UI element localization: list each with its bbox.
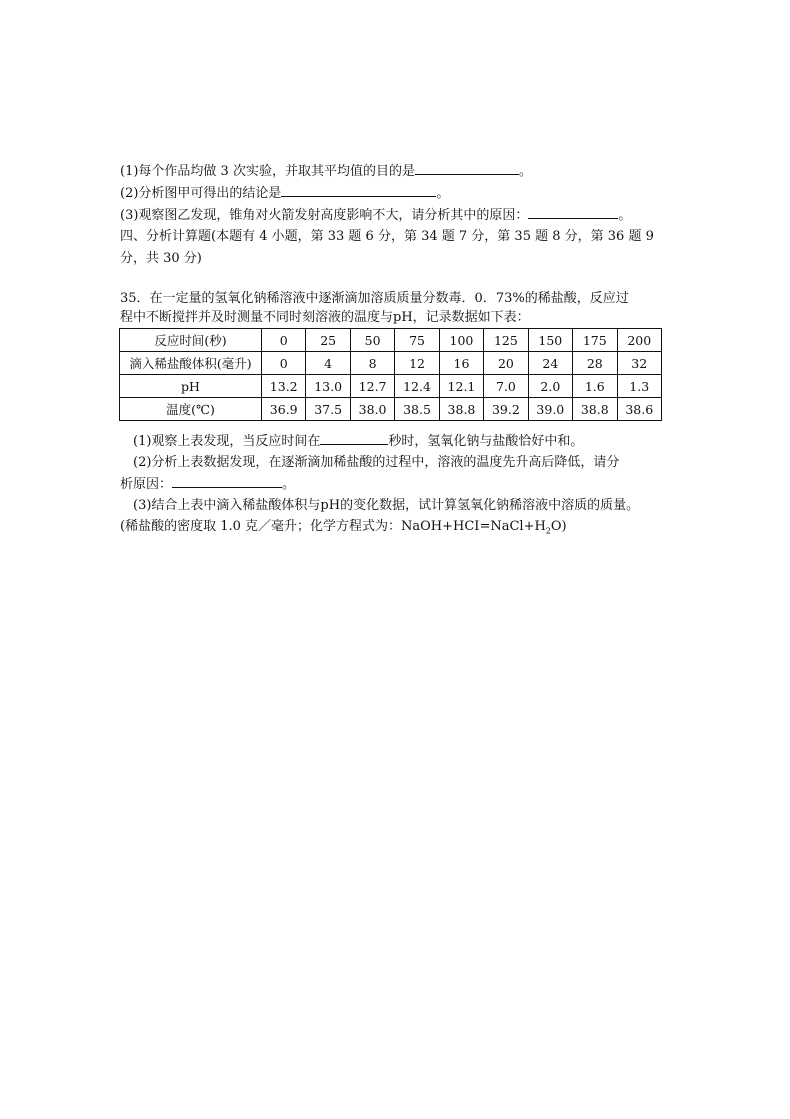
table-cell: 12 <box>395 352 439 375</box>
answer-blank-2[interactable] <box>281 184 436 197</box>
answer-blank-time[interactable] <box>320 432 388 445</box>
table-cell: 24 <box>528 352 572 375</box>
q35-sub1: (1)观察上表发现，当反应时间在 秒时，氢氧化钠与盐酸恰好中和。 <box>133 434 584 449</box>
question-line-3: (3)观察图乙发现，锥角对火箭发射高度影响不大，请分析其中的原因： 。 <box>120 208 632 223</box>
table-cell: 1.3 <box>617 375 662 398</box>
table-cell: 4 <box>306 352 350 375</box>
table-cell: 125 <box>484 329 528 352</box>
table-row <box>120 352 662 375</box>
question-1-text: (1)每个作品均做 3 次实验，并取其平均值的目的是 <box>120 164 415 179</box>
q35-sub2-line-1: (2)分析上表数据发现，在逐渐滴加稀盐酸的过程中，溶液的温度先升高后降低，请分 <box>133 455 620 470</box>
table-cell: 12.1 <box>439 375 483 398</box>
row-label: 温度(℃) <box>120 398 262 421</box>
question-2-text: (2)分析图甲可得出的结论是 <box>120 186 282 201</box>
table-cell: 38.8 <box>573 398 617 421</box>
table-cell: 12.7 <box>350 375 394 398</box>
table-cell: 12.4 <box>395 375 439 398</box>
table-cell: 175 <box>573 329 617 352</box>
question-3-text: (3)观察图乙发现，锥角对火箭发射高度影响不大，请分析其中的原因： <box>120 208 529 223</box>
table-cell: 38.0 <box>350 398 394 421</box>
table-row <box>120 329 662 352</box>
table-cell: 36.9 <box>262 398 306 421</box>
table-cell: 20 <box>484 352 528 375</box>
table-cell: 16 <box>439 352 483 375</box>
table-cell: 37.5 <box>306 398 350 421</box>
q35-intro-line-2: 程中不断搅拌并及时测量不同时刻溶液的温度与pH，记录数据如下表： <box>120 310 530 325</box>
q35-note: (稀盐酸的密度取 1.0 克／毫升；化学方程式为：$NaOH+HCI=NaCl+H_2O$) <box>120 519 567 536</box>
table-cell: 0 <box>262 329 306 352</box>
table-row <box>120 375 662 398</box>
table-cell: 7.0 <box>484 375 528 398</box>
table-cell: 38.8 <box>439 398 483 421</box>
table-row <box>120 398 662 421</box>
table-cell: 100 <box>439 329 483 352</box>
question-line-1: (1)每个作品均做 3 次实验，并取其平均值的目的是 。 <box>120 164 532 179</box>
question-line-2: (2)分析图甲可得出的结论是 。 <box>120 186 450 201</box>
table-cell: 13.2 <box>262 375 306 398</box>
q35-sub2-line-2: 析原因： 。 <box>120 477 296 492</box>
table-cell: 2.0 <box>528 375 572 398</box>
table-cell: 0 <box>262 352 306 375</box>
section-heading-line-2: 分，共 30 分) <box>120 251 202 266</box>
q35-intro-line-1: 35．在一定量的氢氧化钠稀溶液中逐渐滴加溶质质量分数毒．0．73%的稀盐酸，反应过 <box>120 291 629 306</box>
table-cell: 38.5 <box>395 398 439 421</box>
table-cell: 50 <box>350 329 394 352</box>
table-cell: 200 <box>617 329 662 352</box>
table-cell: 8 <box>350 352 394 375</box>
table-cell: 150 <box>528 329 572 352</box>
table-cell: 75 <box>395 329 439 352</box>
row-label: 反应时间(秒) <box>120 329 262 352</box>
q35-sub3: (3)结合上表中滴入稀盐酸体积与pH的变化数据，试计算氢氧化钠稀溶液中溶质的质量。 <box>133 498 640 513</box>
table-cell: 1.6 <box>573 375 617 398</box>
row-label: pH <box>120 375 262 398</box>
table-cell: 32 <box>617 352 662 375</box>
table-cell: 28 <box>573 352 617 375</box>
table-cell: 39.2 <box>484 398 528 421</box>
answer-blank-1[interactable] <box>415 162 519 175</box>
answer-blank-3[interactable] <box>528 206 618 219</box>
data-table <box>119 328 662 421</box>
section-heading-line-1: 四、分析计算题(本题有 4 小题，第 33 题 6 分，第 34 题 7 分，第 35 题 8 分，第 36 题 9 <box>120 229 654 244</box>
table-cell: 13.0 <box>306 375 350 398</box>
row-label: 滴入稀盐酸体积(毫升) <box>120 352 262 375</box>
table-cell: 39.0 <box>528 398 572 421</box>
answer-blank-reason[interactable] <box>172 475 282 488</box>
table-cell: 38.6 <box>617 398 662 421</box>
table-cell: 25 <box>306 329 350 352</box>
